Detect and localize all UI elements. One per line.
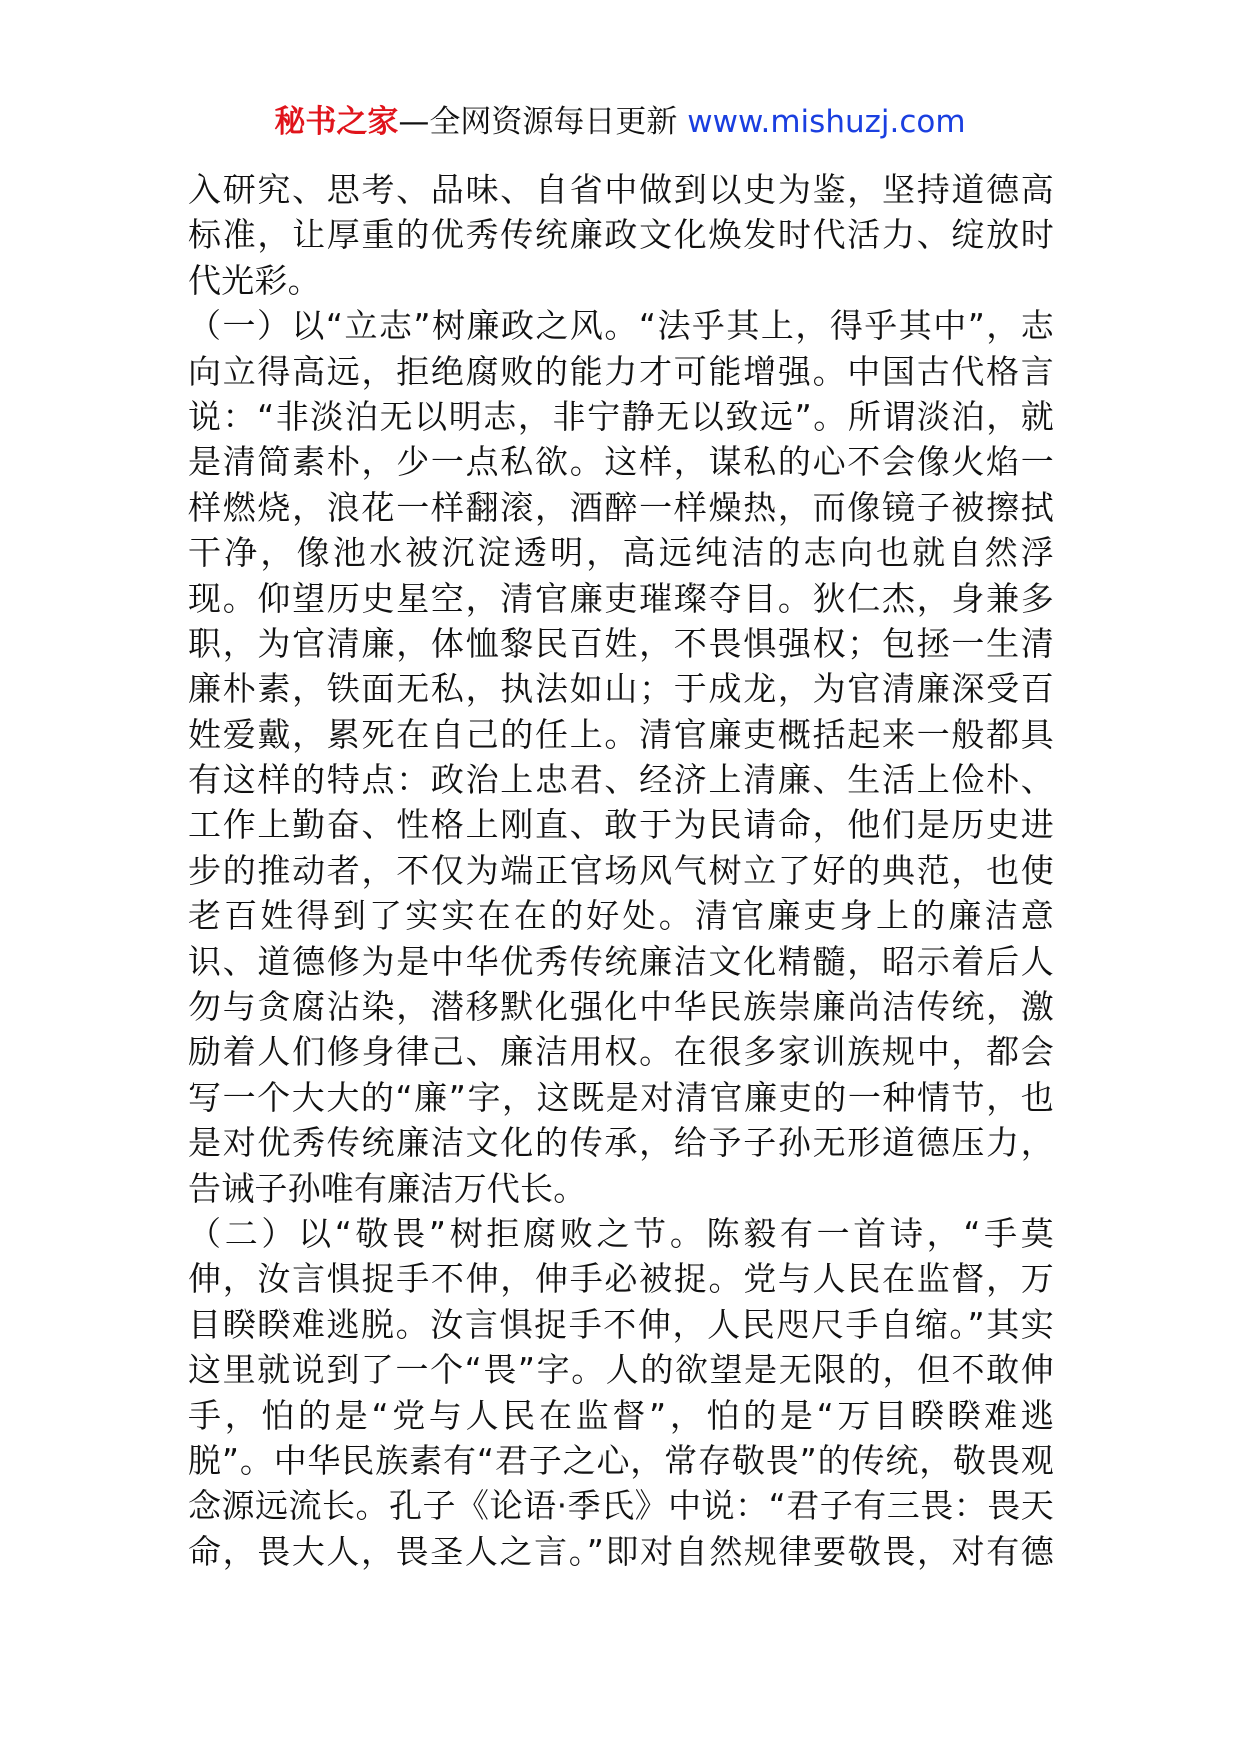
text-line: 脱”。中华民族素有“君子之心，常存敬畏”的传统，敬畏观 bbox=[188, 1440, 1054, 1480]
text-line: 目睽睽难逃脱。汝言惧捉手不伸，人民咫尺手自缩。”其实 bbox=[188, 1304, 1054, 1344]
text-line: 步的推动者，不仅为端正官场风气树立了好的典范，也使 bbox=[188, 850, 1054, 890]
text-line: 现。仰望历史星空，清官廉吏璀璨夺目。狄仁杰，身兼多 bbox=[188, 578, 1054, 618]
text-line: 识、道德修为是中华优秀传统廉洁文化精髓，昭示着后人 bbox=[188, 941, 1054, 981]
text-line: 手，怕的是“党与人民在监督”，怕的是“万目睽睽难逃 bbox=[188, 1395, 1054, 1435]
page-header bbox=[0, 100, 1240, 144]
text-line: 伸，汝言惧捉手不伸，伸手必被捉。党与人民在监督，万 bbox=[188, 1259, 1054, 1299]
text-line: 这里就说到了一个“畏”字。人的欲望是无限的，但不敢伸 bbox=[188, 1350, 1054, 1390]
text-line: 是清简素朴，少一点私欲。这样，谋私的心不会像火焰一 bbox=[188, 442, 1054, 482]
text-line: （一）以“立志”树廉政之风。“法乎其上，得乎其中”，志 bbox=[188, 306, 1054, 346]
header-brand: 秘书之家 bbox=[274, 104, 399, 140]
text-line: 廉朴素，铁面无私，执法如山；于成龙，为官清廉深受百 bbox=[188, 669, 1054, 709]
text-line: 标准，让厚重的优秀传统廉政文化焕发时代活力、绽放时 bbox=[188, 215, 1054, 255]
body-text bbox=[188, 167, 1054, 1574]
text-line: 入研究、思考、品味、自省中做到以史为鉴，坚持道德高 bbox=[188, 170, 1054, 209]
header-tagline: —全网资源每日更新 bbox=[398, 104, 688, 140]
text-line: 代光彩。 bbox=[188, 260, 321, 300]
text-line: 励着人们修身律己、廉洁用权。在很多家训族规中，都会 bbox=[188, 1032, 1054, 1072]
text-line: 样燃烧，浪花一样翻滚，酒醉一样燥热，而像镜子被擦拭 bbox=[188, 487, 1054, 527]
text-line: 写一个大大的“廉”字，这既是对清官廉吏的一种情节，也 bbox=[188, 1077, 1054, 1117]
text-line: 工作上勤奋、性格上刚直、敢于为民请命，他们是历史进 bbox=[188, 805, 1054, 845]
text-line: 向立得高远，拒绝腐败的能力才可能增强。中国古代格言 bbox=[188, 351, 1054, 391]
text-line: 念源远流长。孔子《论语·季氏》中说：“君子有三畏：畏天 bbox=[188, 1486, 1054, 1526]
text-line: 勿与贪腐沾染，潜移默化强化中华民族崇廉尚洁传统，激 bbox=[188, 987, 1054, 1027]
text-line: 告诫子孙唯有廉洁万代长。 bbox=[188, 1168, 587, 1208]
text-line: 职，为官清廉，体恤黎民百姓，不畏惧强权；包拯一生清 bbox=[188, 623, 1054, 663]
text-line: 姓爱戴，累死在自己的任上。清官廉吏概括起来一般都具 bbox=[188, 714, 1054, 754]
text-line: 有这样的特点：政治上忠君、经济上清廉、生活上俭朴、 bbox=[188, 760, 1054, 800]
text-line: 命，畏大人，畏圣人之言。”即对自然规律要敬畏，对有德 bbox=[188, 1531, 1054, 1571]
header-url-link[interactable]: www.mishuzj.com bbox=[687, 104, 966, 140]
text-line: 老百姓得到了实实在在的好处。清官廉吏身上的廉洁意 bbox=[188, 896, 1054, 936]
text-line: （二）以“敬畏”树拒腐败之节。陈毅有一首诗，“手莫 bbox=[188, 1213, 1054, 1253]
text-line: 说：“非淡泊无以明志，非宁静无以致远”。所谓淡泊，就 bbox=[188, 396, 1054, 436]
text-line: 是对优秀传统廉洁文化的传承，给予子孙无形道德压力， bbox=[188, 1123, 1054, 1163]
text-line: 干净，像池水被沉淀透明，高远纯洁的志向也就自然浮 bbox=[188, 533, 1054, 573]
